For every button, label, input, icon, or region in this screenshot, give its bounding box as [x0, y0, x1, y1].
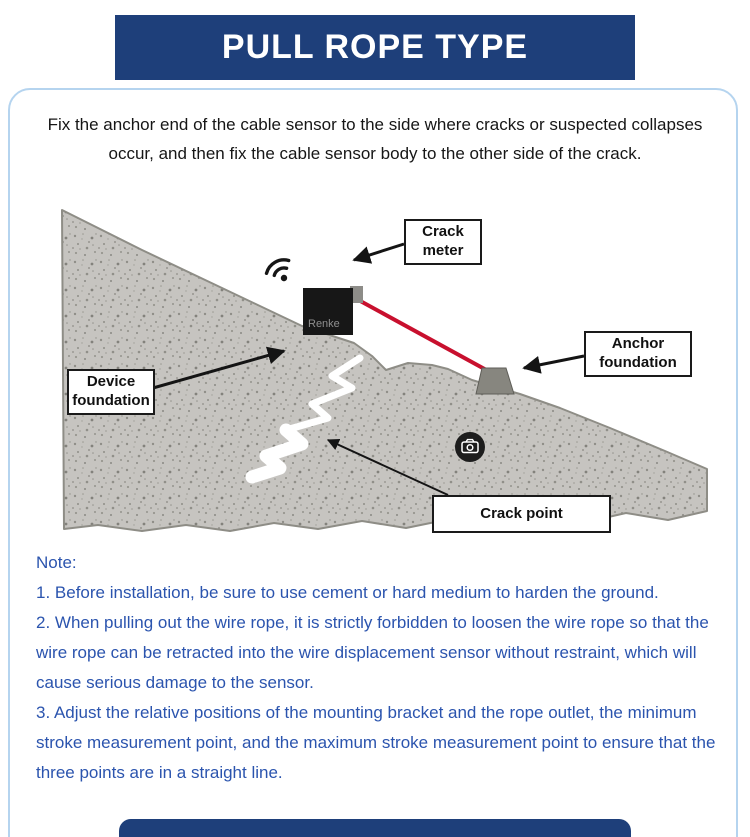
- arrow-to-device: [354, 244, 404, 260]
- anchor-block: [476, 368, 514, 394]
- wifi-icon: [264, 256, 297, 287]
- description-line-2: occur, and then fix the cable sensor body to the other side of the crack.: [108, 144, 642, 163]
- label-anchor-foundation: [584, 331, 692, 377]
- label-device-foundation-text: Device foundation: [72, 373, 150, 409]
- label-crack-point-text: Crack point: [480, 504, 563, 522]
- page-title: PULL ROPE TYPE: [221, 28, 529, 66]
- note-item-1: 1. Before installation, be sure to use cement or hard medium to harden the ground.: [36, 583, 659, 602]
- label-anchor-foundation-text: Anchor foundation: [599, 335, 677, 371]
- description-line-1: Fix the anchor end of the cable sensor to the side where cracks or suspected collapses: [47, 115, 703, 134]
- note-item-2: 2. When pulling out the wire rope, it is strictly forbidden to loosen the wire rope so that the wire rope can be retracted into the wire displacement sensor without restraint, which will cause serious damage to the sensor.: [36, 613, 709, 692]
- label-crack-meter: [404, 219, 482, 265]
- arrow-to-anchor: [524, 356, 584, 368]
- next-section-header-partial: [119, 819, 631, 837]
- note-item-3: 3. Adjust the relative positions of the mounting bracket and the rope outlet, the minimum stroke measurement point, and the maximum stroke measurement point to ensure that the three points are in a straight line.: [36, 703, 716, 782]
- page-title-banner: [115, 15, 635, 80]
- description-text: [30, 110, 720, 168]
- camera-icon: [455, 432, 485, 462]
- notes-heading: Note:: [36, 553, 77, 572]
- device-brand: Renke: [308, 318, 340, 330]
- notes-section: [36, 548, 728, 788]
- label-device-foundation: [67, 369, 155, 415]
- label-crack-meter-text: Crack meter: [422, 223, 464, 259]
- label-crack-point: [432, 495, 611, 533]
